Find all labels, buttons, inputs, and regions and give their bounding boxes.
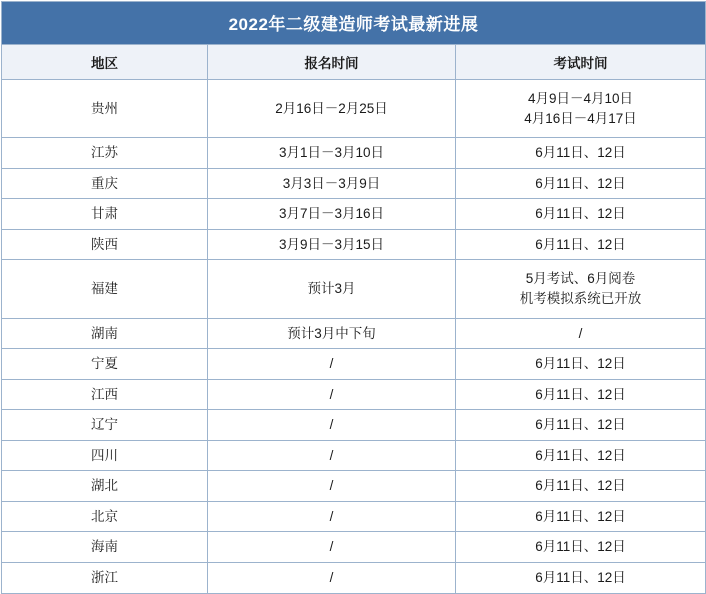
table-body xyxy=(2,2,706,594)
cell-region: 海南 xyxy=(2,532,208,563)
cell-region: 宁夏 xyxy=(2,349,208,380)
cell-exam: 6月11日、12日 xyxy=(456,229,706,260)
exam-schedule-table xyxy=(1,1,706,594)
table-row xyxy=(2,260,706,318)
cell-registration: / xyxy=(208,501,456,532)
cell-region: 四川 xyxy=(2,440,208,471)
table-row xyxy=(2,229,706,260)
cell-exam: 6月11日、12日 xyxy=(456,471,706,502)
table-title-row xyxy=(2,2,706,45)
cell-exam: 6月11日、12日 xyxy=(456,501,706,532)
cell-region: 重庆 xyxy=(2,168,208,199)
cell-registration: 3月9日－3月15日 xyxy=(208,229,456,260)
table-row xyxy=(2,379,706,410)
cell-exam xyxy=(456,80,706,138)
cell-exam: 6月11日、12日 xyxy=(456,168,706,199)
cell-registration: / xyxy=(208,440,456,471)
table-row xyxy=(2,532,706,563)
cell-exam: 6月11日、12日 xyxy=(456,440,706,471)
cell-exam: 6月11日、12日 xyxy=(456,532,706,563)
cell-region: 陕西 xyxy=(2,229,208,260)
cell-region: 江苏 xyxy=(2,138,208,169)
table-row xyxy=(2,349,706,380)
cell-registration: / xyxy=(208,410,456,441)
cell-registration: 3月3日－3月9日 xyxy=(208,168,456,199)
cell-exam: / xyxy=(456,318,706,349)
cell-exam: 6月11日、12日 xyxy=(456,199,706,230)
cell-line: 5月考试、6月阅卷 xyxy=(525,271,636,287)
table-row xyxy=(2,138,706,169)
cell-exam: 6月11日、12日 xyxy=(456,410,706,441)
cell-region: 福建 xyxy=(2,260,208,318)
table-row xyxy=(2,168,706,199)
cell-registration: 3月1日－3月10日 xyxy=(208,138,456,169)
cell-line: 4月9日－4月10日 xyxy=(527,91,634,106)
cell-registration: 预计3月 xyxy=(208,260,456,318)
document-page xyxy=(0,1,706,585)
cell-exam: 6月11日、12日 xyxy=(456,379,706,410)
table-row xyxy=(2,563,706,594)
cell-line: 机考模拟系统已开放 xyxy=(519,290,642,306)
cell-exam: 6月11日、12日 xyxy=(456,563,706,594)
column-header-registration-time: 报名时间 xyxy=(208,45,456,80)
cell-exam: 6月11日、12日 xyxy=(456,138,706,169)
column-header-exam-time: 考试时间 xyxy=(456,45,706,80)
cell-region: 浙江 xyxy=(2,563,208,594)
table-row xyxy=(2,410,706,441)
cell-registration: 预计3月中下旬 xyxy=(208,318,456,349)
cell-region: 北京 xyxy=(2,501,208,532)
table-row xyxy=(2,199,706,230)
cell-region: 江西 xyxy=(2,379,208,410)
cell-region: 湖北 xyxy=(2,471,208,502)
cell-registration xyxy=(208,80,456,138)
cell-line: 2月16日－2月25日 xyxy=(275,100,388,116)
column-header-region: 地区 xyxy=(2,45,208,80)
cell-exam: 6月11日、12日 xyxy=(456,349,706,380)
table-row xyxy=(2,440,706,471)
cell-region: 辽宁 xyxy=(2,410,208,441)
cell-registration: / xyxy=(208,349,456,380)
cell-exam xyxy=(456,260,706,318)
cell-registration: / xyxy=(208,532,456,563)
table-row xyxy=(2,318,706,349)
cell-registration: 3月7日－3月16日 xyxy=(208,199,456,230)
cell-registration: / xyxy=(208,379,456,410)
cell-registration: / xyxy=(208,563,456,594)
table-title: 2022年二级建造师考试最新进展 xyxy=(2,2,706,45)
table-row xyxy=(2,80,706,138)
cell-region: 贵州 xyxy=(2,80,208,138)
cell-region: 甘肃 xyxy=(2,199,208,230)
cell-line: 4月16日－4月17日 xyxy=(524,110,637,126)
cell-registration: / xyxy=(208,471,456,502)
cell-region: 湖南 xyxy=(2,318,208,349)
table-header-row xyxy=(2,45,706,80)
table-row xyxy=(2,471,706,502)
